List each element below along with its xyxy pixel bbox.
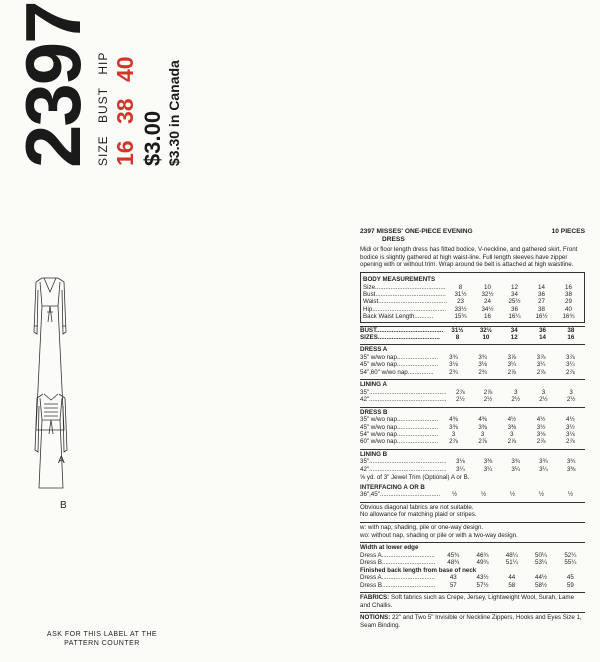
row-label: Dress A............................... xyxy=(360,574,435,582)
nap-notes xyxy=(360,522,585,539)
section-title: DRESS B xyxy=(360,407,585,417)
row-label: Dress A............................... xyxy=(360,551,435,559)
row-value: 44½ xyxy=(535,574,548,582)
row-value: ½ xyxy=(538,491,545,499)
row-value: 3⅜ xyxy=(449,423,458,431)
row-value: 58 xyxy=(508,581,516,589)
row-label: Dress B............................... xyxy=(360,581,436,589)
row-value: 10 xyxy=(482,334,490,341)
row-value: 27 xyxy=(538,298,545,306)
row-label: 35"............................................. xyxy=(360,388,447,396)
row-value: 3⅛ xyxy=(456,458,465,466)
row-value: 3¼ xyxy=(539,465,548,473)
row-label: BUST....................................... xyxy=(360,326,444,334)
fabrics-text: Soft fabrics such as Crepe, Jersey, Lightweight Wool, Surah, Lame and Challis. xyxy=(360,594,575,609)
bust-label: BUST xyxy=(96,86,110,123)
row-value: 57 xyxy=(449,581,457,589)
row-value: 3½ xyxy=(566,423,575,431)
table-row xyxy=(360,491,585,498)
row-value: 3 xyxy=(569,388,573,396)
row-value: 2⅞ xyxy=(566,438,575,446)
row-value: 3⅜ xyxy=(483,458,493,466)
row-value: 48¾ xyxy=(447,559,460,567)
table-row xyxy=(360,361,585,368)
row-value: 3⅛ xyxy=(449,361,458,369)
row-value: 8 xyxy=(458,283,463,291)
row-value: 25½ xyxy=(508,298,521,306)
table-row xyxy=(363,298,582,305)
pieces-count: 10 PIECES xyxy=(551,228,585,235)
row-value: 2¾ xyxy=(449,368,458,376)
row-label: 45" w/wo nap........................ xyxy=(360,423,439,431)
table-row xyxy=(360,574,585,581)
table-row xyxy=(360,416,585,423)
dress-b-sketch xyxy=(30,390,72,490)
info-number: 2397 xyxy=(360,228,375,235)
row-value: 4⅜ xyxy=(449,416,458,424)
row-value: 2⅞ xyxy=(507,438,517,446)
row-value: 16¾ xyxy=(562,313,575,321)
note-diagonal: Obvious diagonal fabrics are not suitable. xyxy=(360,503,474,511)
row-value: 2⅞ xyxy=(456,388,465,396)
info-column xyxy=(360,228,585,629)
row-value: 38 xyxy=(565,290,572,298)
row-value: 43½ xyxy=(476,574,489,582)
title-row xyxy=(360,228,585,243)
row-value: 4½ xyxy=(507,416,517,424)
row-value: 3¾ xyxy=(478,354,487,361)
width-block xyxy=(360,542,585,589)
row-value: 59 xyxy=(566,581,574,589)
nap-note-w: w: with nap, shading, pile or one-way design. xyxy=(360,524,484,532)
row-value: 2¾ xyxy=(478,368,487,376)
row-value: 51¼ xyxy=(505,559,518,567)
row-value: 3⅞ xyxy=(507,354,517,361)
table-row xyxy=(360,424,585,431)
row-value: 50¼ xyxy=(535,551,548,559)
row-value: 3½ xyxy=(536,423,546,431)
row-value: 16¼ xyxy=(508,313,521,321)
length-title: Finished back length from base of neck xyxy=(360,566,477,574)
width-title: Width at lower edge xyxy=(360,544,419,552)
row-value: 55¼ xyxy=(564,559,577,567)
row-label: 54" w/wo nap........................ xyxy=(360,431,439,439)
row-label: 42"............................................. xyxy=(360,465,447,473)
row-value: 3¼ xyxy=(507,361,517,369)
table-row xyxy=(360,466,585,473)
price-canada: $3.30 in Canada xyxy=(166,60,182,166)
yardage-sections xyxy=(360,344,585,473)
row-value: 52¼ xyxy=(564,551,577,559)
section-table xyxy=(360,458,585,473)
row-value: 3 xyxy=(480,431,485,439)
sketch-b-label: B xyxy=(60,500,67,511)
row-value: 16½ xyxy=(535,313,548,321)
row-value: 3⅜ xyxy=(566,465,576,473)
row-value: 45¾ xyxy=(447,551,460,559)
row-value: 3¾ xyxy=(449,354,458,361)
row-value: 4½ xyxy=(566,416,575,424)
notions-text: 22" and Two 5" Invisible or Neckline Zippers, Hooks and Eyes Size 1, Seam Binding. xyxy=(360,614,582,629)
row-value: 2⅞ xyxy=(566,368,575,376)
row-value: 43 xyxy=(449,574,457,582)
row-value: 3 xyxy=(541,388,546,396)
size-value: 16 xyxy=(112,140,138,166)
info-title-2: DRESS xyxy=(382,235,405,243)
table-row xyxy=(360,438,585,445)
description: Midi or floor length dress has fitted bodice, V-neckline, and gathered skirt. Front bodice is slightly gathered at high waist-line. Full length sleeves have zipper opening with or without trim. Wrap around tie belt is attached at high waistline. xyxy=(360,246,578,269)
row-value: 2½ xyxy=(539,396,548,404)
bust-sizes-table xyxy=(360,326,585,342)
price: $3.00 xyxy=(140,110,165,166)
table-row xyxy=(360,326,585,334)
length-table xyxy=(360,574,585,589)
row-label: 60" w/wo nap........................ xyxy=(360,438,439,446)
row-value: 34 xyxy=(511,290,518,298)
row-value: 34 xyxy=(510,326,518,334)
row-value: 4½ xyxy=(536,416,546,424)
table-row xyxy=(360,369,585,376)
row-value: 24 xyxy=(484,298,491,306)
row-label: 42"............................................. xyxy=(360,396,447,404)
row-label: Hip........................................... xyxy=(363,305,447,313)
row-value: ½ xyxy=(567,491,574,499)
notes-block xyxy=(360,502,585,519)
section-table xyxy=(360,416,585,446)
row-value: 15¾ xyxy=(454,313,467,321)
row-value: 14 xyxy=(538,283,545,291)
table-row xyxy=(360,458,585,465)
row-value: 3⅜ xyxy=(478,423,487,431)
row-value: 38 xyxy=(538,305,545,313)
row-value: 57½ xyxy=(476,581,489,589)
row-label: 54",60" w/wo nap............... xyxy=(360,368,434,376)
row-value: 3 xyxy=(451,431,456,439)
row-value: 44 xyxy=(508,574,516,582)
size-labels xyxy=(96,44,110,166)
row-value: 2½ xyxy=(456,396,465,404)
row-value: 2½ xyxy=(483,396,493,404)
table-row xyxy=(363,291,582,298)
row-value: ½ xyxy=(509,491,516,499)
table-row xyxy=(363,284,582,291)
row-value: 2⅞ xyxy=(478,438,487,446)
row-value: 2⅞ xyxy=(507,368,517,376)
table-row xyxy=(363,313,582,320)
row-value: 34½ xyxy=(481,305,494,313)
notions xyxy=(360,612,585,629)
row-value: 12 xyxy=(510,334,518,341)
row-value: 16 xyxy=(565,283,572,291)
row-value: 36 xyxy=(539,326,546,334)
row-value: 32½ xyxy=(479,326,492,334)
table-row xyxy=(360,334,585,341)
width-table xyxy=(360,552,585,567)
row-value: 45 xyxy=(566,574,574,582)
interfacing-table xyxy=(360,491,585,498)
row-value: 3⅞ xyxy=(536,354,546,361)
row-value: 4⅜ xyxy=(478,416,487,424)
table-row xyxy=(360,582,585,589)
row-label: 35" w/wo nap........................ xyxy=(360,354,439,361)
row-value: 36 xyxy=(538,290,545,298)
row-value: 29 xyxy=(565,298,572,306)
section-table xyxy=(360,354,585,376)
table-row xyxy=(360,354,585,361)
notions-label: NOTIONS: xyxy=(360,614,391,622)
row-value: 2½ xyxy=(511,396,521,404)
row-value: 38 xyxy=(567,326,575,334)
pattern-header xyxy=(8,0,198,170)
row-value: 8 xyxy=(455,334,460,341)
section-title: DRESS A xyxy=(360,344,585,354)
row-value: 3 xyxy=(510,431,514,439)
row-value: 3¾ xyxy=(566,458,576,466)
info-title: MISSES' ONE-PIECE EVENING xyxy=(376,228,473,235)
row-value: 48¼ xyxy=(505,551,518,559)
table-row xyxy=(360,389,585,396)
row-value: 2½ xyxy=(566,396,576,404)
size-values xyxy=(112,46,139,166)
row-value: 53¼ xyxy=(535,559,548,567)
interfacing-title: INTERFACING A OR B xyxy=(360,483,425,491)
row-value: 31½ xyxy=(454,290,467,298)
table-row xyxy=(360,559,585,566)
row-label: SIZES.................................... xyxy=(360,334,440,341)
fabrics-label: FABRICS: xyxy=(360,594,390,602)
counter-label: ASK FOR THIS LABEL AT THE PATTERN COUNTER xyxy=(46,631,158,647)
bust-value: 38 xyxy=(112,98,138,125)
row-value: 3¼ xyxy=(566,361,575,369)
row-value: 2⅞ xyxy=(536,368,546,376)
row-label: Waist........................................ xyxy=(363,298,448,306)
row-value: 3⅛ xyxy=(566,431,575,439)
row-value: 3⅛ xyxy=(478,361,487,369)
row-value: 2⅞ xyxy=(483,388,493,396)
row-value: 3¼ xyxy=(483,465,493,473)
row-value: ½ xyxy=(480,491,487,499)
row-label: Bust......................................... xyxy=(363,290,446,298)
row-value: 31½ xyxy=(451,326,464,334)
table-row xyxy=(360,431,585,438)
sketch-a-label: A xyxy=(58,455,65,466)
row-value: 2⅞ xyxy=(536,438,546,446)
row-value: 10 xyxy=(484,283,491,291)
section-title: LINING B xyxy=(360,449,585,459)
row-label: 35" w/wo nap........................ xyxy=(360,416,439,424)
table-row xyxy=(360,552,585,559)
row-value: 32½ xyxy=(481,290,494,298)
row-value: 36 xyxy=(511,305,518,313)
jewel-trim: ⅝ yd. of 3" Jewel Trim (Optional) A or B. xyxy=(360,474,470,482)
row-value: 3 xyxy=(513,388,518,396)
note-plaid: No allowance for matching plaid or stripes. xyxy=(360,511,477,519)
section-title: LINING A xyxy=(360,379,585,389)
row-value: 2⅞ xyxy=(449,438,458,446)
row-value: 12 xyxy=(511,283,518,291)
row-label: 45" w/wo nap........................ xyxy=(360,361,439,369)
row-value: ½ xyxy=(451,491,458,499)
row-value: 40 xyxy=(565,305,572,313)
row-value: 23 xyxy=(457,298,464,306)
row-value: 16 xyxy=(484,313,491,321)
row-label: 35"............................................. xyxy=(360,458,447,466)
row-value: 33½ xyxy=(454,305,467,313)
row-value: 3¼ xyxy=(511,465,521,473)
body-measurements-box xyxy=(360,272,585,323)
row-value: 3⅜ xyxy=(507,423,517,431)
table-row xyxy=(363,306,582,313)
section-table xyxy=(360,389,585,404)
fabrics xyxy=(360,592,585,609)
row-value: 16 xyxy=(567,334,575,341)
size-label: SIZE xyxy=(96,135,110,166)
row-value: 46¾ xyxy=(476,551,489,559)
row-value: 3⅛ xyxy=(536,431,546,439)
hip-label: HIP xyxy=(96,51,110,75)
row-value: 3¾ xyxy=(539,458,548,466)
hip-value: 40 xyxy=(112,56,138,83)
row-value: 49¾ xyxy=(476,559,489,567)
row-label: 36",45"................................... xyxy=(360,491,441,499)
body-measurements-table xyxy=(363,284,582,321)
row-label: Dress B............................... xyxy=(360,559,436,567)
row-label: Back Waist Length........... xyxy=(363,313,434,321)
row-value: 3¼ xyxy=(456,465,465,473)
body-measurements-title: BODY MEASUREMENTS xyxy=(363,275,436,283)
row-value: 3¼ xyxy=(536,361,546,369)
row-value: 58½ xyxy=(535,581,548,589)
table-row xyxy=(360,396,585,403)
nap-note-wo: wo: without nap, shading or pile or with a two-way design. xyxy=(360,531,518,539)
row-value: 3⅞ xyxy=(566,354,575,361)
row-value: 14 xyxy=(539,334,546,341)
pattern-number: 2397 xyxy=(9,2,97,168)
row-value: 3¾ xyxy=(511,458,521,466)
row-label: Size......................................... xyxy=(363,283,446,291)
